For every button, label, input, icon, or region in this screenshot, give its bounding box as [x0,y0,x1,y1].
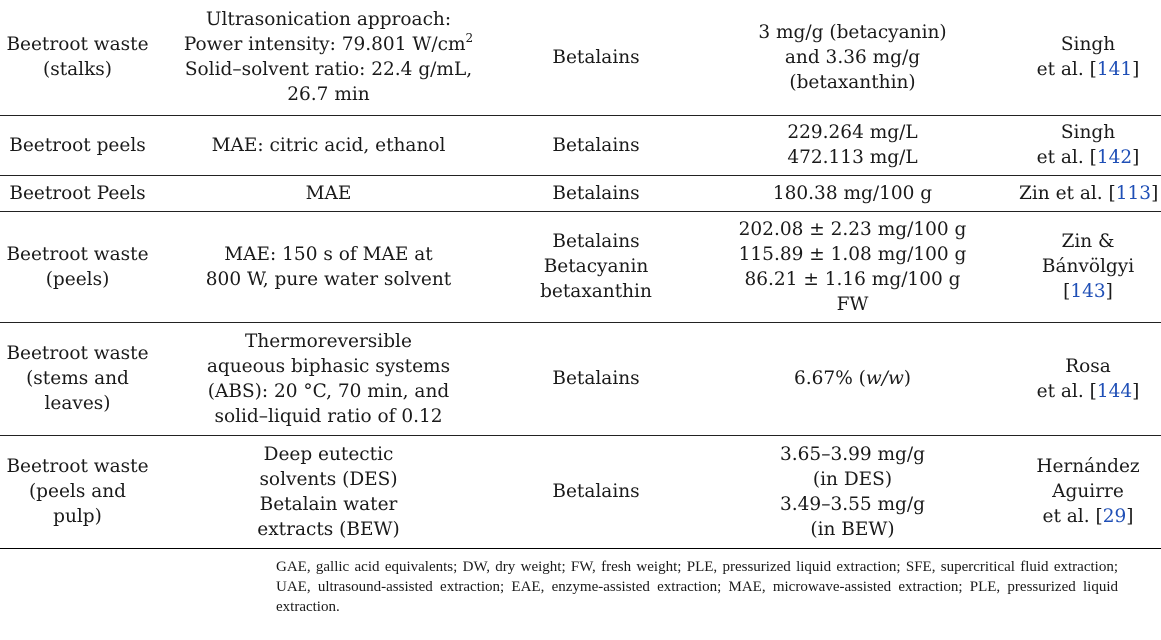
yield-cell [690,211,1015,322]
reference-text: et al. [ [1036,59,1097,81]
source-line: (peels) [45,268,110,290]
reference-cell [1015,0,1161,115]
reference-line [1019,181,1157,206]
yield-line [694,366,1011,391]
method-line: MAE: citric acid, ethanol [211,134,446,156]
reference-text: ] [1132,59,1140,81]
method-line: Solid–solvent ratio: 22.4 g/mL, [184,59,473,81]
citation-link[interactable]: 142 [1096,147,1133,168]
citation-link[interactable]: 143 [1070,281,1106,302]
yield-cell [690,435,1015,548]
compound-cell [502,0,690,115]
yield-cell [690,0,1015,115]
compound-line: Betalains [552,231,640,252]
source-cell [0,435,155,548]
source-line: pulp) [53,506,102,527]
reference-line: Zin & [1061,231,1115,252]
table-row [0,211,1161,322]
method-line: MAE [305,182,352,204]
source-cell [0,175,155,211]
reference-text: Zin et al. [ [1019,182,1116,204]
method-line: 26.7 min [287,84,370,106]
yield-line: 3 mg/g (betacyanin) [758,21,947,43]
source-line: (stems and [26,368,129,389]
reference-text: [ [1063,281,1071,302]
citation-link[interactable]: 113 [1115,182,1152,204]
reference-line [1019,145,1157,170]
yield-line: (betaxanthin) [789,71,916,93]
yield-line: (in DES) [812,468,893,490]
method-line: aqueous biphasic systems [206,355,451,377]
method-line: solid–liquid ratio of 0.12 [214,405,443,427]
reference-text: ] [1105,281,1113,302]
compound-line: Betalains [552,368,640,389]
method-line: Ultrasonication approach: [205,9,452,31]
method-line: 800 W, pure water solvent [205,268,452,290]
method-cell [155,115,502,175]
reference-line [1019,504,1157,529]
yield-line: 3.65–3.99 mg/g [780,443,925,465]
table-row [0,435,1161,548]
reference-line: Hernández [1036,456,1140,477]
yield-cell [690,115,1015,175]
yield-line: 229.264 mg/L [787,122,918,143]
method-line: solvents (DES) [259,468,398,490]
reference-cell [1015,211,1161,322]
method-text: Power intensity: 79.801 W/cm [183,34,466,56]
source-cell [0,0,155,115]
compound-line: Betacyanin [543,256,649,277]
yield-text: ) [903,368,911,389]
table-footnote: GAE, gallic acid equivalents; DW, dry weight; FW, fresh weight; PLE, pressurized liquid extraction; SFE, supercritical fluid extraction; UAE, ultrasound-assisted extraction; EAE, enzyme-assisted extraction; MAE, microwave-assisted extraction; PLE, pressurized liquid extraction. [276,559,1118,615]
yield-cell [690,322,1015,435]
source-line: (peels and [28,481,127,502]
citation-link[interactable]: 29 [1102,506,1127,527]
method-cell [155,0,502,115]
reference-cell [1015,115,1161,175]
compound-line: Betalains [552,182,640,204]
table-row [0,322,1161,435]
source-cell [0,322,155,435]
reference-text: et al. [ [1036,147,1097,168]
method-line [159,32,498,57]
method-line: (ABS): 20 °C, 70 min, and [207,380,450,402]
method-line: MAE: 150 s of MAE at [224,243,433,265]
source-cell [0,115,155,175]
source-line: Beetroot waste [6,343,149,364]
yield-italic: w/w [865,368,904,389]
reference-text: et al. [ [1036,380,1097,402]
yield-line: 86.21 ± 1.16 mg/100 g [744,268,961,290]
reference-line: Rosa [1065,355,1111,377]
method-line: Betalain water [259,493,398,515]
citation-link[interactable]: 141 [1096,59,1133,81]
reference-cell [1015,435,1161,548]
reference-line: Singh [1060,34,1116,56]
compound-cell [502,322,690,435]
yield-line: FW [836,293,869,315]
reference-line: Bánvölgyi [1041,256,1135,277]
reference-line [1019,379,1157,404]
source-line: Beetroot waste [6,243,149,265]
compound-cell [502,435,690,548]
reference-line [1019,279,1157,304]
source-line: Beetroot Peels [9,182,146,204]
yield-line: 472.113 mg/L [787,147,918,168]
compound-line: Betalains [552,46,640,68]
reference-cell [1015,175,1161,211]
reference-text: ] [1151,182,1159,204]
method-cell [155,322,502,435]
yield-line: and 3.36 mg/g [784,46,921,68]
method-line: Deep eutectic [263,443,394,465]
method-cell [155,211,502,322]
yield-line: (in BEW) [810,518,895,540]
source-line: leaves) [44,393,111,414]
reference-line: Aguirre [1052,481,1124,502]
source-line: Beetroot peels [9,134,146,156]
superscript: 2 [465,31,474,46]
compound-line: Betalains [552,134,640,156]
compound-line: betaxanthin [540,281,652,302]
table-row [0,115,1161,175]
method-line: extracts (BEW) [257,518,400,540]
yield-line: 3.49–3.55 mg/g [780,493,925,515]
source-line: (stalks) [42,59,112,81]
source-cell [0,211,155,322]
citation-link[interactable]: 144 [1096,380,1133,402]
reference-cell [1015,322,1161,435]
reference-line: Singh [1060,122,1116,143]
reference-text: et al. [ [1042,506,1103,527]
method-cell [155,175,502,211]
yield-cell [690,175,1015,211]
reference-line [1019,57,1157,82]
table-row [0,175,1161,211]
compound-cell [502,115,690,175]
method-cell [155,435,502,548]
source-line: Beetroot waste [6,34,149,56]
yield-line: 115.89 ± 1.08 mg/100 g [738,243,967,265]
table-row [0,0,1161,115]
compound-cell [502,175,690,211]
yield-text: 6.67% ( [794,368,866,389]
source-line: Beetroot waste [6,456,149,477]
reference-text: ] [1132,380,1140,402]
method-line: Thermoreversible [245,330,412,352]
compound-cell [502,211,690,322]
yield-line: 202.08 ± 2.23 mg/100 g [738,218,967,240]
compound-line: Betalains [552,481,640,502]
yield-line: 180.38 mg/100 g [772,182,933,204]
reference-text: ] [1132,147,1140,168]
reference-text: ] [1126,506,1134,527]
